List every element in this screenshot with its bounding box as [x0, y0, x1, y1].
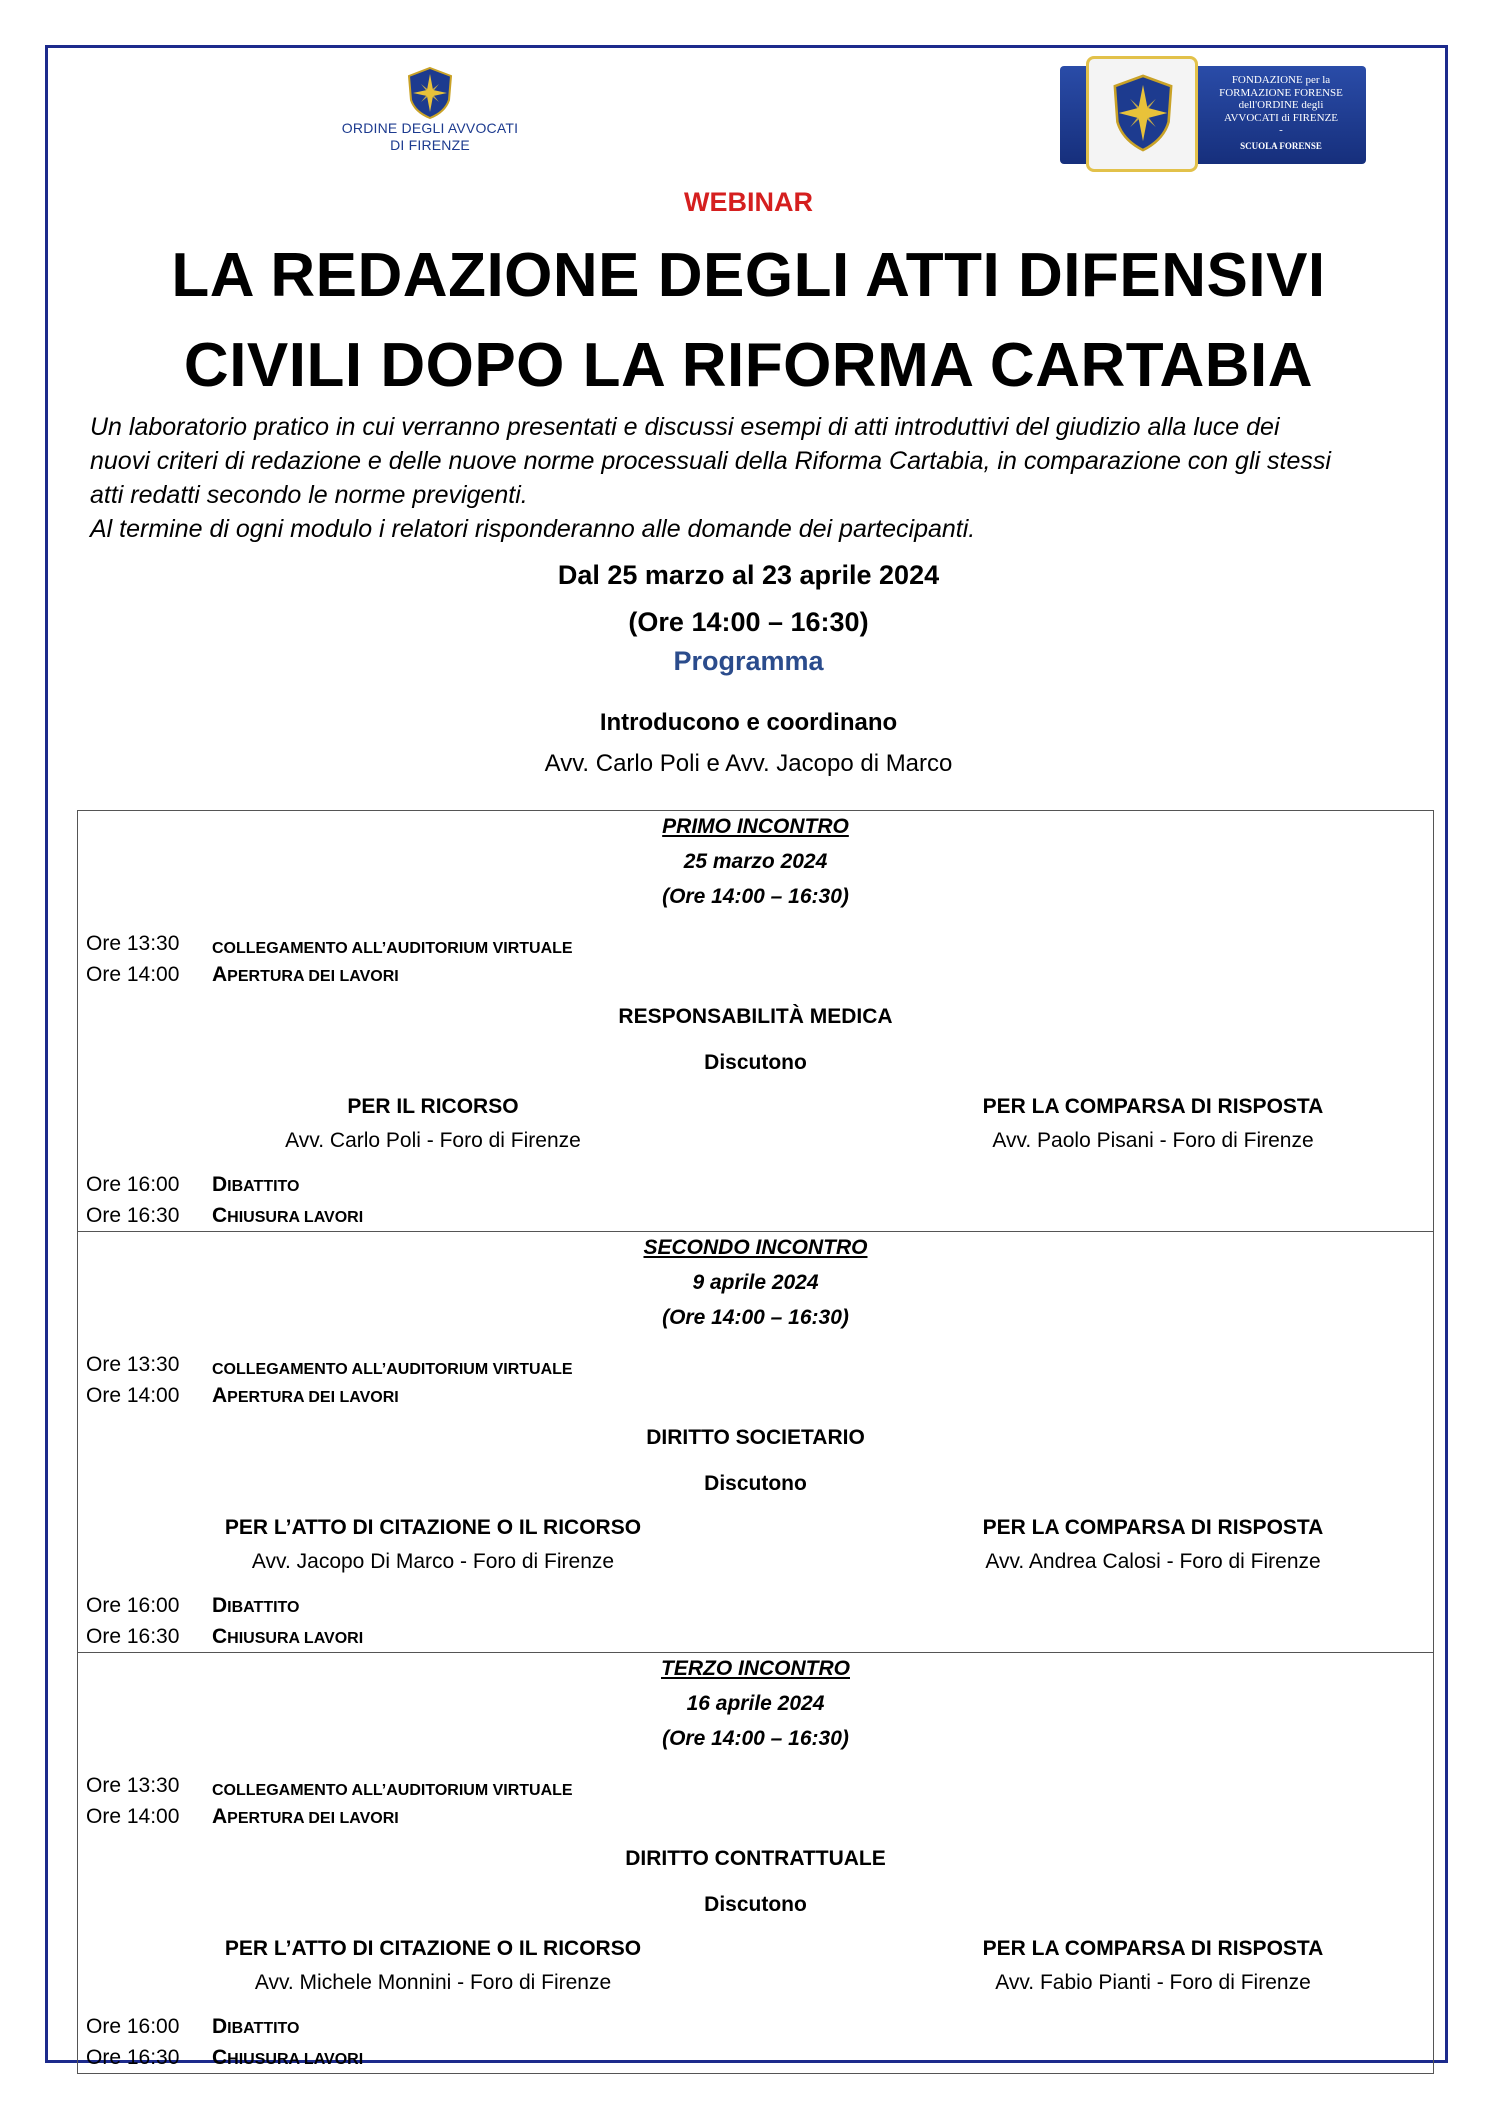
time-label: Ore 16:30 [86, 1625, 180, 1648]
page-title-line2: CIVILI DOPO LA RIFORMA CARTABIA [183, 331, 1314, 400]
event-text: IBATTITO [227, 1599, 300, 1616]
event-text: PERTURA DEI LAVORI [227, 968, 399, 985]
logo-right-line4: AVVOCATI di FIRENZE [1223, 111, 1339, 124]
time-label: Ore 16:00 [86, 1173, 180, 1196]
logo-right-line6: SCUOLA FORENSE [1240, 140, 1322, 151]
event-initial: C [212, 1204, 228, 1227]
meeting-date: 16 aprile 2024 [686, 1692, 825, 1715]
coordinators-names: Avv. Carlo Poli e Avv. Jacopo di Marco [544, 750, 953, 777]
ordine-avvocati-logo [330, 66, 530, 154]
left-speaker [158, 1937, 708, 1995]
event-label [212, 1173, 299, 1197]
event-initial: A [212, 1384, 228, 1407]
event-label [212, 1204, 363, 1228]
event-initial: C [212, 2046, 228, 2069]
meeting-title: TERZO INCONTRO [661, 1657, 850, 1680]
right-speaker-name: Avv. Paolo Pisani - Foro di Firenze [992, 1129, 1314, 1152]
right-speaker-name: Avv. Fabio Pianti - Foro di Firenze [995, 1971, 1311, 1994]
meeting-hours: (Ore 14:00 – 16:30) [662, 1727, 849, 1750]
discutono-label: Discutono [704, 1472, 807, 1495]
meeting-title: SECONDO INCONTRO [643, 1236, 868, 1259]
meeting-block [78, 1653, 1433, 2074]
event-text: COLLEGAMENTO ALL’AUDITORIUM VIRTUALE [212, 1361, 573, 1378]
event-text: IBATTITO [227, 1178, 300, 1195]
right-speaker-heading: PER LA COMPARSA DI RISPOSTA [982, 1937, 1324, 1960]
program-table [77, 810, 1434, 2074]
meeting-block [78, 811, 1433, 1232]
event-text: IBATTITO [227, 2020, 300, 2037]
event-label [212, 1594, 299, 1618]
meeting-hours: (Ore 14:00 – 16:30) [662, 1306, 849, 1329]
logo-right-line2: FORMAZIONE FORENSE [1219, 86, 1343, 99]
date-range: Dal 25 marzo al 23 aprile 2024 [557, 560, 940, 590]
right-speaker [938, 1516, 1368, 1574]
intro-line: nuovi criteri di redazione e delle nuove norme processuali della Riforma Cartabia, in comparazione con gli stessi [90, 447, 1331, 475]
event-label [212, 1356, 573, 1380]
time-label: Ore 14:00 [86, 1805, 180, 1828]
logo-right-text [1200, 74, 1362, 152]
meeting-date: 9 aprile 2024 [692, 1271, 819, 1294]
event-label [212, 1384, 399, 1408]
left-speaker-name: Avv. Carlo Poli - Foro di Firenze [285, 1129, 581, 1152]
logo-right-line5: - [1279, 124, 1283, 136]
event-initial: C [212, 1625, 228, 1648]
coordinators-heading: Introducono e coordinano [599, 709, 898, 736]
event-initial: A [212, 1805, 228, 1828]
left-speaker [158, 1516, 708, 1574]
compass-star-icon [1111, 73, 1175, 153]
intro-line: Al termine di ogni modulo i relatori risponderanno alle domande dei partecipanti. [90, 515, 976, 543]
right-speaker [938, 1937, 1368, 1995]
logo-left-line1: ORDINE DEGLI AVVOCATI [341, 120, 519, 136]
event-label [212, 1805, 399, 1829]
time-label: Ore 13:30 [86, 1774, 180, 1797]
time-label: Ore 14:00 [86, 1384, 180, 1407]
intro-line: atti redatti secondo le norme previgenti. [90, 481, 528, 509]
time-label: Ore 14:00 [86, 963, 180, 986]
time-label: Ore 13:30 [86, 932, 180, 955]
event-initial: D [212, 1594, 228, 1617]
left-speaker-name: Avv. Michele Monnini - Foro di Firenze [254, 1971, 612, 1994]
event-label [212, 963, 399, 987]
meeting-block [78, 1232, 1433, 1653]
meeting-topic: RESPONSABILITÀ MEDICA [618, 1005, 893, 1028]
discutono-label: Discutono [704, 1051, 807, 1074]
event-text: HIUSURA LAVORI [227, 1209, 364, 1226]
time-range: (Ore 14:00 – 16:30) [628, 607, 869, 637]
time-label: Ore 13:30 [86, 1353, 180, 1376]
meeting-hours: (Ore 14:00 – 16:30) [662, 885, 849, 908]
time-label: Ore 16:00 [86, 1594, 180, 1617]
logo-badge [1086, 56, 1198, 172]
right-speaker-name: Avv. Andrea Calosi - Foro di Firenze [985, 1550, 1321, 1573]
meeting-topic: DIRITTO SOCIETARIO [646, 1426, 865, 1449]
time-label: Ore 16:30 [86, 1204, 180, 1227]
event-text: HIUSURA LAVORI [227, 1630, 364, 1647]
event-text: COLLEGAMENTO ALL’AUDITORIUM VIRTUALE [212, 940, 573, 957]
right-speaker-heading: PER LA COMPARSA DI RISPOSTA [982, 1516, 1324, 1539]
webinar-label: WEBINAR [684, 187, 813, 217]
left-speaker-name: Avv. Jacopo Di Marco - Foro di Firenze [251, 1550, 615, 1573]
right-speaker [938, 1095, 1368, 1153]
event-text: PERTURA DEI LAVORI [227, 1810, 399, 1827]
compass-star-icon [405, 66, 455, 120]
event-label [212, 2046, 363, 2070]
page-title-line1: LA REDAZIONE DEGLI ATTI DIFENSIVI [171, 241, 1326, 310]
event-text: HIUSURA LAVORI [227, 2051, 364, 2068]
logo-right-line3: dell'ORDINE degli [1238, 99, 1324, 111]
right-speaker-heading: PER LA COMPARSA DI RISPOSTA [982, 1095, 1324, 1118]
intro-paragraph [90, 410, 1420, 546]
event-label [212, 1777, 573, 1801]
programma-heading: Programma [673, 646, 824, 676]
time-label: Ore 16:00 [86, 2015, 180, 2038]
event-initial: D [212, 1173, 228, 1196]
event-text: COLLEGAMENTO ALL’AUDITORIUM VIRTUALE [212, 1782, 573, 1799]
logo-left-line2: DI FIRENZE [390, 137, 470, 153]
fondazione-logo [1060, 56, 1366, 174]
event-initial: D [212, 2015, 228, 2038]
meeting-date: 25 marzo 2024 [683, 850, 828, 873]
event-label [212, 1625, 363, 1649]
left-speaker-heading: PER L’ATTO DI CITAZIONE O IL RICORSO [224, 1937, 642, 1960]
event-text: PERTURA DEI LAVORI [227, 1389, 399, 1406]
event-initial: A [212, 963, 228, 986]
meeting-title: PRIMO INCONTRO [662, 815, 849, 838]
event-label [212, 2015, 299, 2039]
discutono-label: Discutono [704, 1893, 807, 1916]
left-speaker [158, 1095, 708, 1153]
event-label [212, 935, 573, 959]
meeting-topic: DIRITTO CONTRATTUALE [625, 1847, 886, 1870]
time-label: Ore 16:30 [86, 2046, 180, 2069]
left-speaker-heading: PER IL RICORSO [347, 1095, 519, 1118]
logo-right-line1: FONDAZIONE per la [1231, 74, 1331, 86]
intro-line: Un laboratorio pratico in cui verranno presentati e discussi esempi di atti introduttivi del giudizio alla luce dei [90, 413, 1280, 441]
left-speaker-heading: PER L’ATTO DI CITAZIONE O IL RICORSO [224, 1516, 642, 1539]
